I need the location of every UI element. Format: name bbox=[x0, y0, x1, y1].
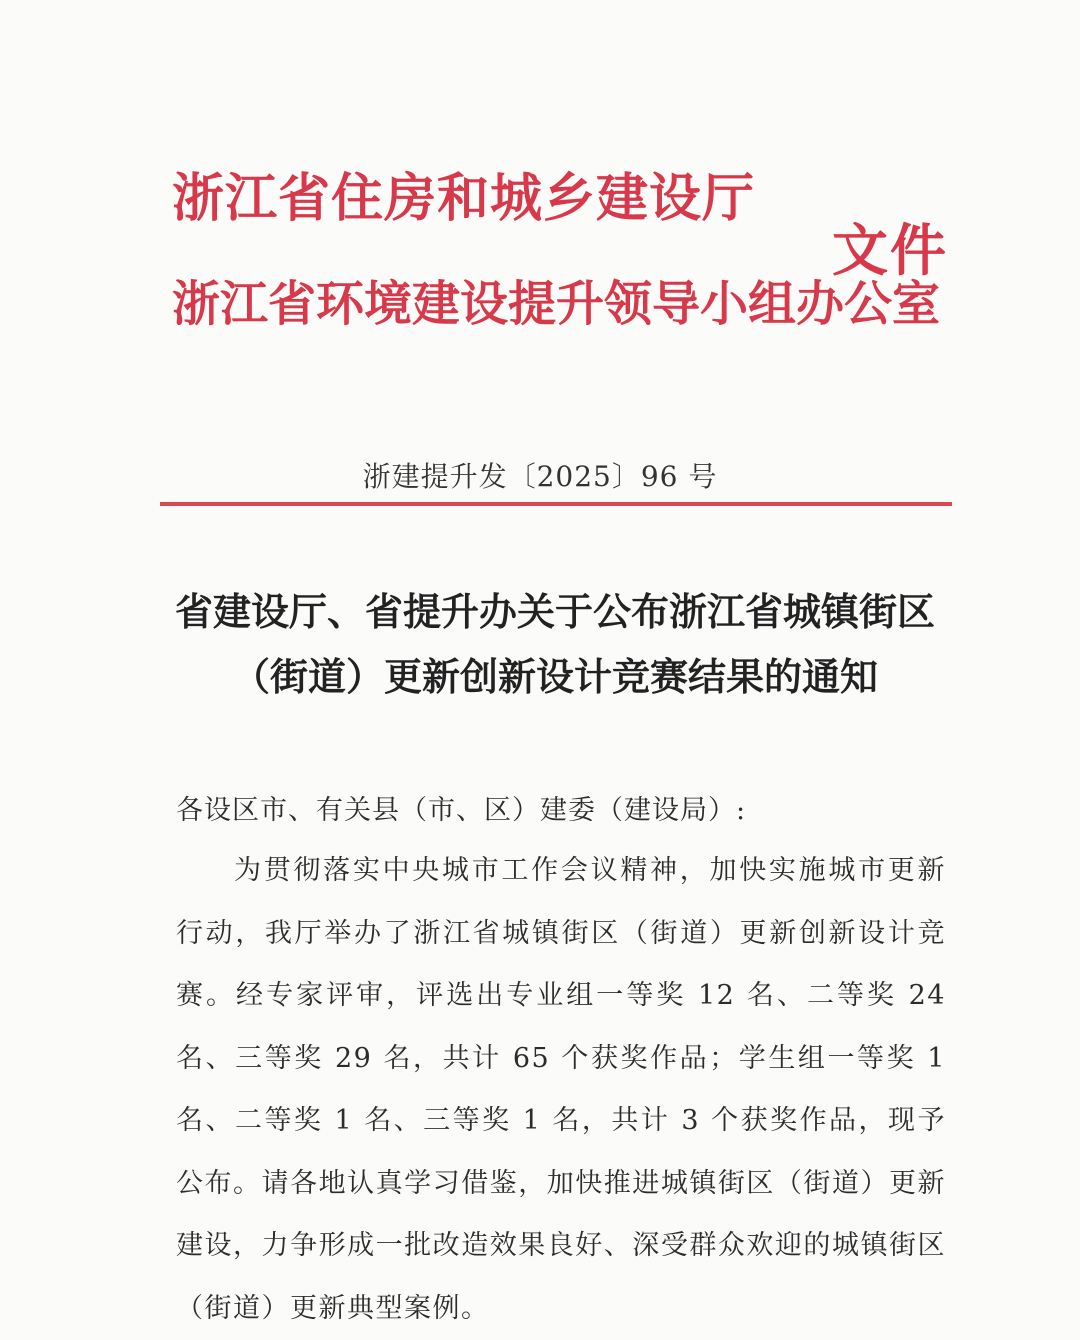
issuing-org-line-2: 浙江省环境建设提升领导小组办公室 bbox=[172, 276, 941, 332]
red-divider-line bbox=[160, 502, 952, 506]
body-paragraph: 为贯彻落实中央城市工作会议精神，加快实施城市更新行动，我厅举办了浙江省城镇街区（街道）更新创新设计竞赛。经专家评审，评选出专业组一等奖 12 名、二等奖 24 名、三等奖 29 名，共计 65 个获奖作品；学生组一等奖 1 名、二等奖 1 名、三等奖 1 名，共计 3 个获奖作品，现予公布。请各地认真学习借鉴，加快推进城镇街区（街道）更新建设，力争形成一批改造效果良好、深受群众欢迎的城镇街区（街道）更新典型案例。 bbox=[176, 855, 946, 1324]
notice-title-line-2: （街道）更新创新设计竞赛结果的通知 bbox=[231, 655, 878, 699]
issuing-org-line-1: 浙江省住房和城乡建设厅 bbox=[172, 169, 756, 229]
notice-title-line-1: 省建设厅、省提升办关于公布浙江省城镇街区 bbox=[174, 590, 935, 634]
salutation: 各设区市、有关县（市、区）建委（建设局）: bbox=[176, 795, 747, 826]
document-number: 浙建提升发〔2025〕96 号 bbox=[362, 460, 718, 493]
document-type-label: 文件 bbox=[832, 219, 948, 284]
